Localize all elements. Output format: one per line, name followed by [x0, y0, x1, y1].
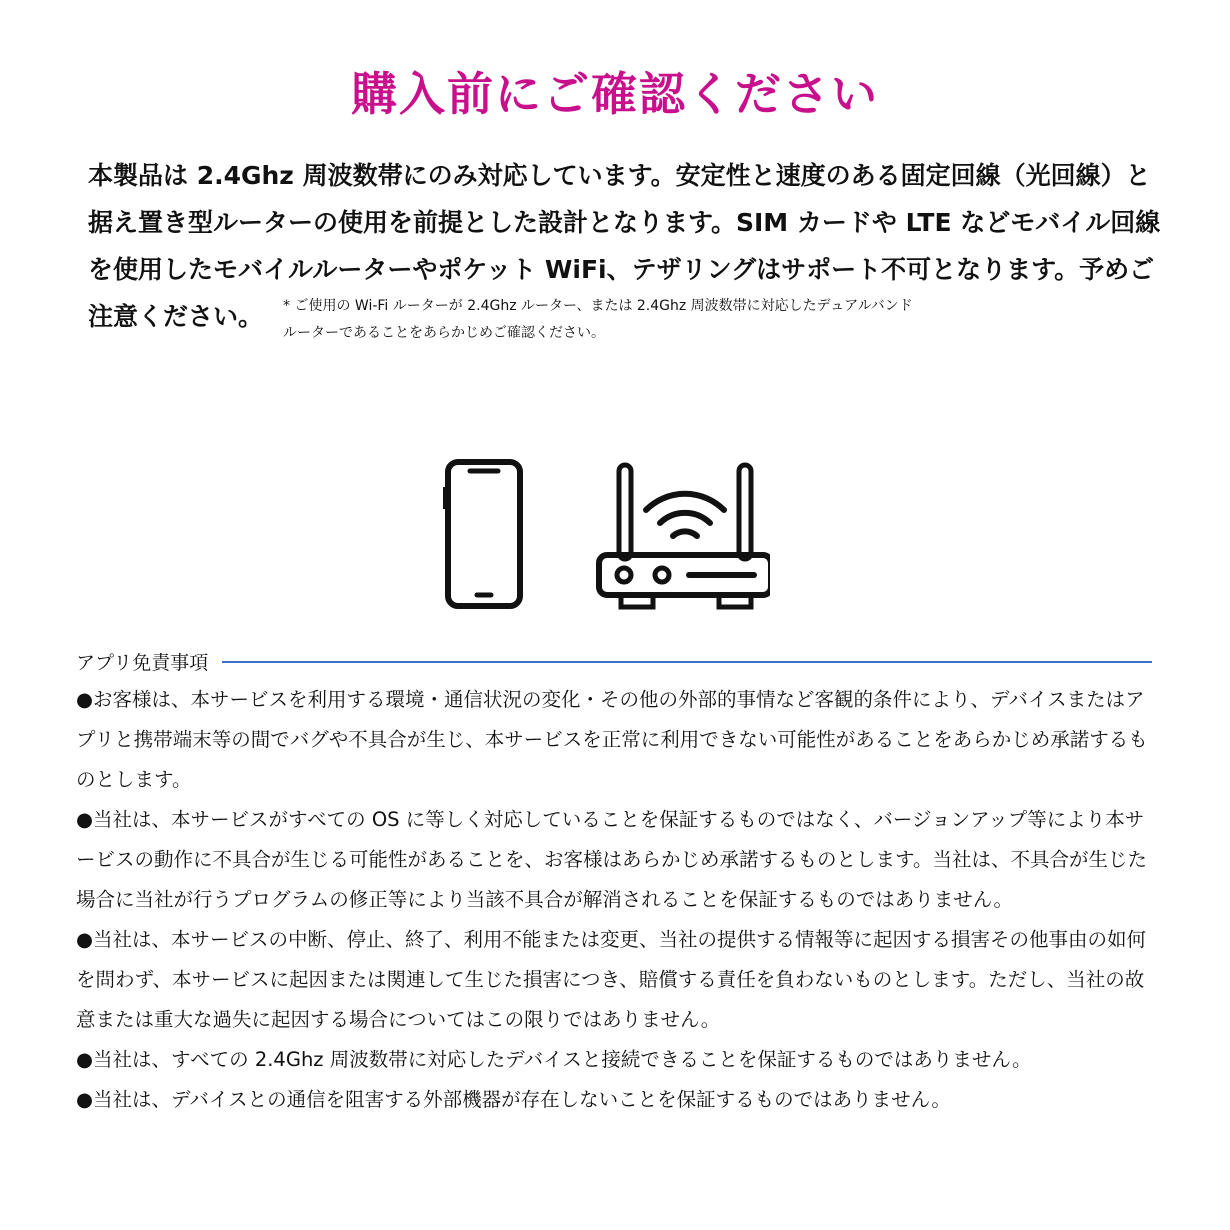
disclaimer-item: ●当社は、本サービスがすべての OS に等しく対応していることを保証するものではなく、バージョンアップ等により本サービスの動作に不具合が生じる可能性があることを、お客様はあらかじめ承諾するものとします。当社は、不具合が生じた場合に当社が行うプログラムの修正等により当該不具合が解消されることを保証するものではありません。 — [76, 808, 1147, 911]
wifi-router-icon — [599, 465, 770, 607]
disclaimer-list — [76, 680, 1156, 1120]
disclaimer-item: ●当社は、すべての 2.4Ghz 周波数帯に対応したデバイスと接続できることを保証するものではありません。 — [76, 1048, 1032, 1071]
disclaimer-item: ●当社は、本サービスの中断、停止、終了、利用不能または変更、当社の提供する情報等に起因する損害その他事由の如何を問わず、本サービスに起因または関連して生じた損害につき、賠償する責任を負わないものとします。ただし、当社の故意または重大な過失に起因する場合についてはこの限りではありません。 — [76, 928, 1147, 1031]
page-title: 購入前にご確認ください — [351, 67, 879, 121]
notice-main-text: 本製品は 2.4Ghz 周波数帯にのみ対応しています。安定性と速度のある固定回線（光回線）と据え置き型ルーターの使用を前提とした設計となります。SIM カードや LTE などモバイル回線を使用したモバイルルーターやポケット WiFi、テザリングはサポート不可となります。予めご注意ください。 — [88, 161, 1161, 331]
illustration-svg — [440, 455, 770, 615]
disclaimer-header — [76, 646, 1152, 676]
notice-footnote: * ご使用の Wi-Fi ルーターが 2.4Ghz ルーター、または 2.4Ghz 周波数帯に対応したデュアルバンドルーターであることをあらかじめご確認ください。 — [283, 298, 913, 341]
disclaimer-heading: アプリ免責事項 — [76, 651, 209, 674]
disclaimer-item: ●お客様は、本サービスを利用する環境・通信状況の変化・その他の外部的事情など客観的条件により、デバイスまたはアプリと携帯端末等の間でバグや不具合が生じ、本サービスを正常に利用できない可能性があることをあらかじめ承諾するものとします。 — [76, 688, 1148, 791]
smartphone-icon — [443, 462, 520, 606]
divider-line — [222, 661, 1152, 663]
device-illustration — [440, 455, 770, 615]
compatibility-notice — [88, 152, 1168, 347]
disclaimer-item: ●当社は、デバイスとの通信を阻害する外部機器が存在しないことを保証するものではありません。 — [76, 1088, 951, 1111]
